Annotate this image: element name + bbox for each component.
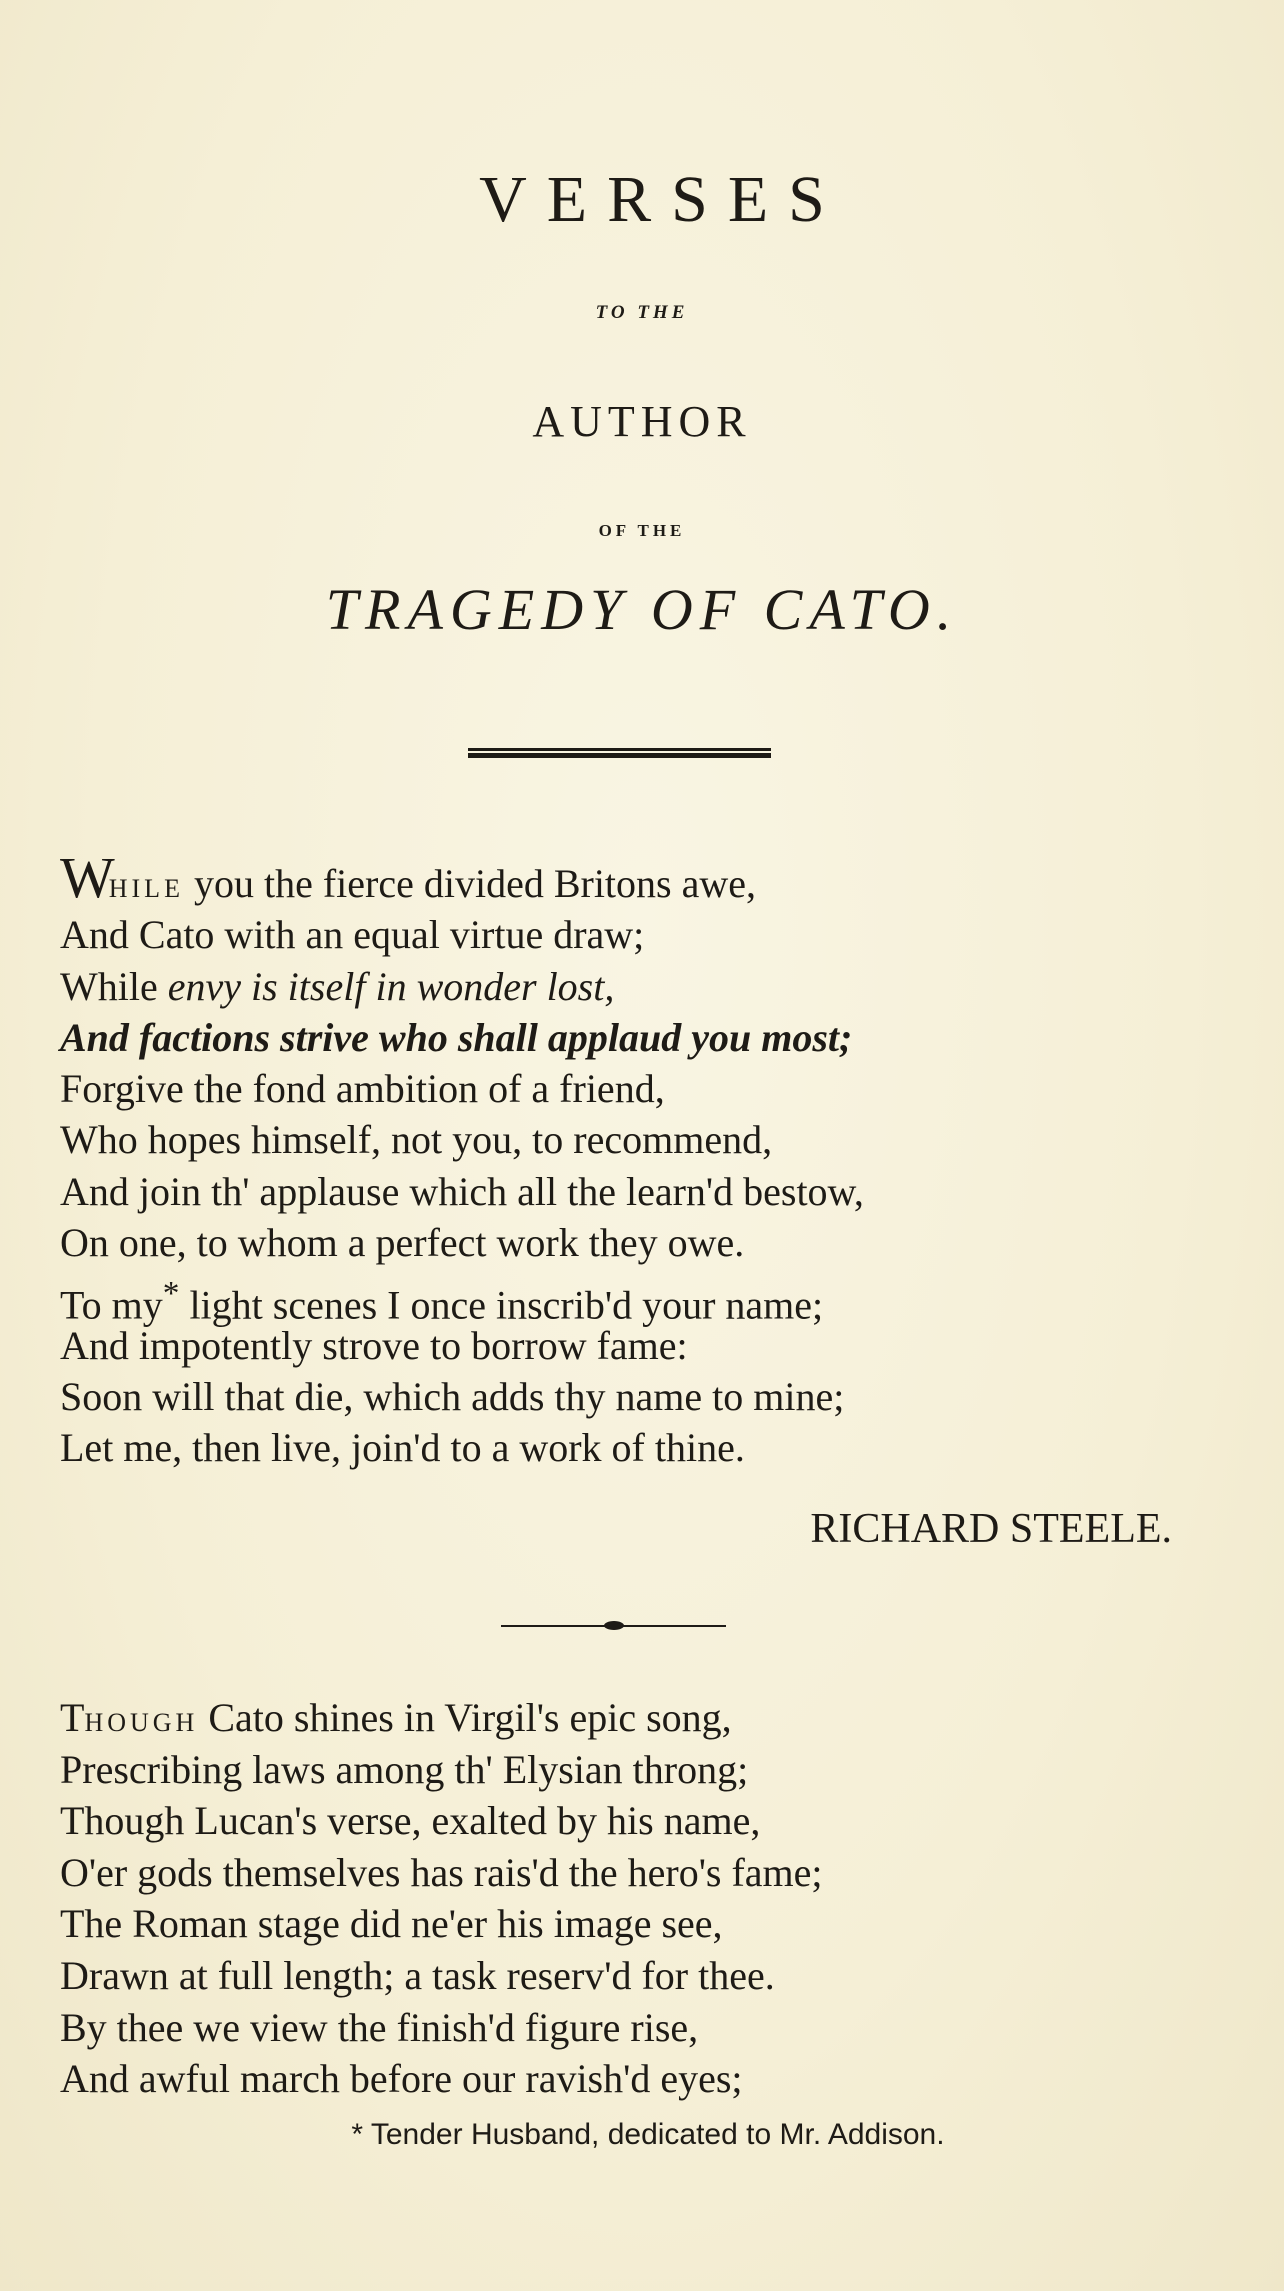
page-title: VERSES [479,163,845,236]
poem-line: And join th' applause which all the learn'd bestow, [60,1168,864,1214]
title-tragedy: TRAGEDY OF CATO. [325,577,959,642]
poem-line: And Cato with an equal virtue draw; [60,912,645,958]
poem-line: And awful march before our ravish'd eyes; [60,2056,743,2102]
poem-line: Who hopes himself, not you, to recommend, [60,1117,773,1163]
poem-line: On one, to whom a perfect work they owe. [60,1220,745,1266]
poem-line: Soon will that die, which adds thy name to mine; [60,1373,845,1419]
poem-line: O'er gods themselves has rais'd the hero's fame; [60,1849,823,1895]
poem-line: Forgive the fond ambition of a friend, [60,1066,665,1112]
section-divider [501,1625,726,1627]
signature: RICHARD STEELE. [810,1506,1172,1552]
poem-line-text: light scenes I once inscrib'd your name; [179,1282,824,1328]
footnote: * Tender Husband, dedicated to Mr. Addison. [351,2118,945,2151]
poem-line [60,1268,1260,1328]
title-author: AUTHOR [532,397,752,446]
poem-steele [60,845,1260,1474]
poem-line: And impotently strove to borrow fame: [60,1322,688,1368]
poem-line-text: Cato shines in Virgil's epic song, [208,1695,732,1740]
title-divider [468,748,771,758]
poem-line-text: While [60,963,168,1009]
poem-line: Prescribing laws among th' Elysian throng; [60,1746,749,1792]
poem-line [60,961,1260,1012]
small-caps-word: HOUGH [84,1708,199,1737]
poem-line: The Roman stage did ne'er his image see, [60,1901,723,1947]
divider-ornament [604,1621,624,1630]
title-to-the: TO THE [595,302,689,323]
small-caps-word: HILE [108,874,184,903]
poem-line: Let me, then live, join'd to a work of thine. [60,1425,745,1471]
poem-line [60,1692,1260,1744]
poem-line [60,845,1260,910]
first-cap: T [60,1695,85,1740]
drop-cap: W [60,845,109,910]
poem-line-text: To my [60,1282,163,1328]
poem-line-text: you the fierce divided Britons awe, [193,861,757,906]
poem-line: Though Lucan's verse, exalted by his name, [60,1798,761,1844]
poem-line: By thee we view the finish'd figure rise, [60,2004,699,2050]
footnote-marker: * [162,1275,180,1313]
poem-line: And factions strive who shall applaud you most; [60,1014,853,1060]
poem-second [60,1692,1260,2105]
poem-line-italic: envy is itself in wonder lost, [167,963,615,1009]
title-of-the: OF THE [598,521,686,540]
poem-line: Drawn at full length; a task reserv'd for thee. [60,1952,775,1998]
